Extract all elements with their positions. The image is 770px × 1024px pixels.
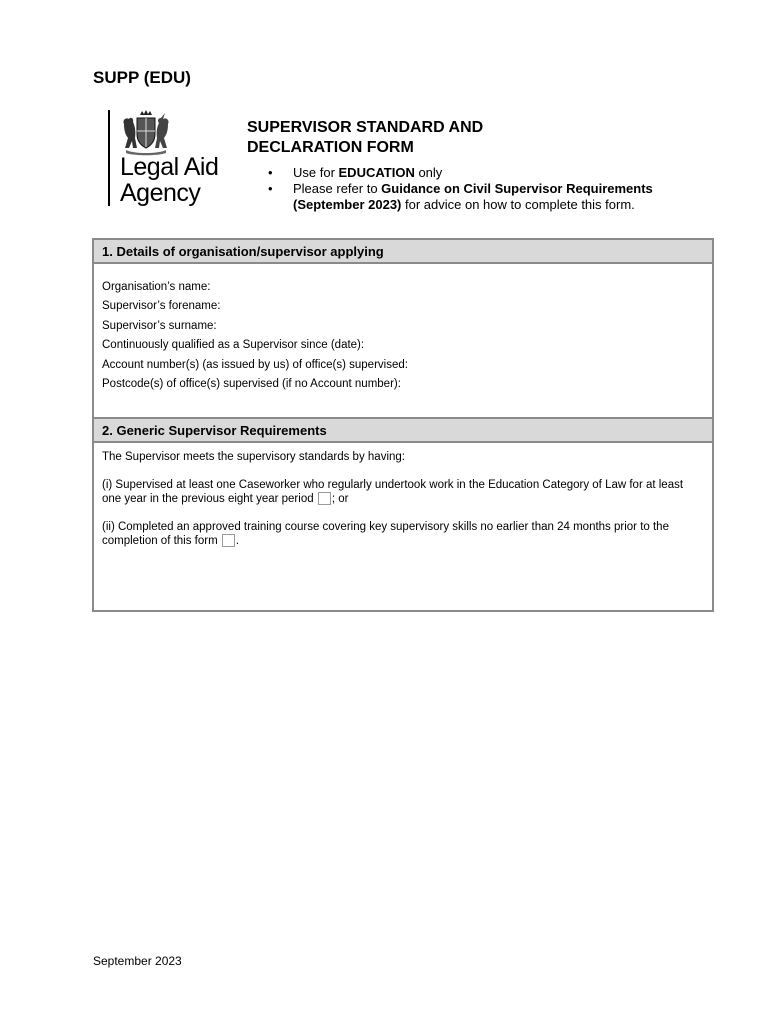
- requirements-intro: The Supervisor meets the supervisory standards by having:: [102, 451, 405, 463]
- form-title-line-1: SUPERVISOR STANDARD AND: [247, 119, 484, 136]
- requirement-option-1: [102, 478, 704, 506]
- instruction-item: [268, 165, 708, 181]
- instruction-list: [268, 165, 708, 213]
- instruction-text: Use for: [293, 165, 339, 180]
- supervisor-surname-field[interactable]: Supervisor’s surname:: [102, 319, 217, 332]
- section-requirements: [92, 419, 714, 612]
- section-heading: 1. Details of organisation/supervisor applying: [94, 240, 712, 264]
- requirement-option-2: [102, 520, 704, 548]
- section-body: [94, 264, 712, 394]
- requirement-suffix: ; or: [331, 493, 349, 505]
- supervisor-forename-field[interactable]: Supervisor’s forename:: [102, 300, 221, 313]
- logo-line-2: Agency: [120, 179, 201, 207]
- form-title: [247, 118, 567, 158]
- requirement-suffix: .: [235, 535, 240, 547]
- qualified-since-date-field[interactable]: Continuously qualified as a Supervisor since (date):: [102, 339, 365, 352]
- legal-aid-agency-logo: [108, 110, 238, 208]
- form-title-line-2: DECLARATION FORM: [247, 139, 414, 156]
- form-code: SUPP (EDU): [93, 68, 191, 87]
- organisation-name-field[interactable]: Organisation’s name:: [102, 281, 211, 293]
- instruction-text: Please refer to: [293, 181, 382, 196]
- logo-line-1: Legal Aid: [120, 153, 219, 181]
- instruction-text: for advice on how to complete this form.: [401, 197, 635, 212]
- account-numbers-field[interactable]: Account number(s) (as issued by us) of office(s) supervised:: [102, 358, 408, 371]
- logo-wordmark: [120, 154, 218, 206]
- section-heading: 2. Generic Supervisor Requirements: [94, 419, 712, 443]
- instruction-text: only: [414, 165, 443, 180]
- section-body: [94, 443, 712, 548]
- guidance-reference: Guidance on Civil Supervisor Requirements (September 2023): [293, 181, 653, 212]
- requirement-1-checkbox[interactable]: [318, 492, 331, 505]
- section-details: [92, 238, 714, 419]
- requirement-text: (ii) Completed an approved training course covering key supervisory skills no earlier than 24 months prior to the completion of this form: [102, 521, 669, 547]
- instruction-item: [268, 181, 708, 213]
- requirement-text: (i) Supervised at least one Caseworker who regularly undertook work in the Education Category of Law for at least one year in the previous eight year period: [102, 479, 684, 505]
- royal-coat-of-arms-icon: [120, 110, 172, 156]
- requirement-2-checkbox[interactable]: [222, 534, 235, 547]
- footer-date: September 2023: [93, 954, 182, 968]
- logo-divider: [108, 110, 110, 206]
- instruction-emphasis: EDUCATION: [338, 165, 415, 180]
- postcodes-field[interactable]: Postcode(s) of office(s) supervised (if no Account number):: [102, 377, 401, 390]
